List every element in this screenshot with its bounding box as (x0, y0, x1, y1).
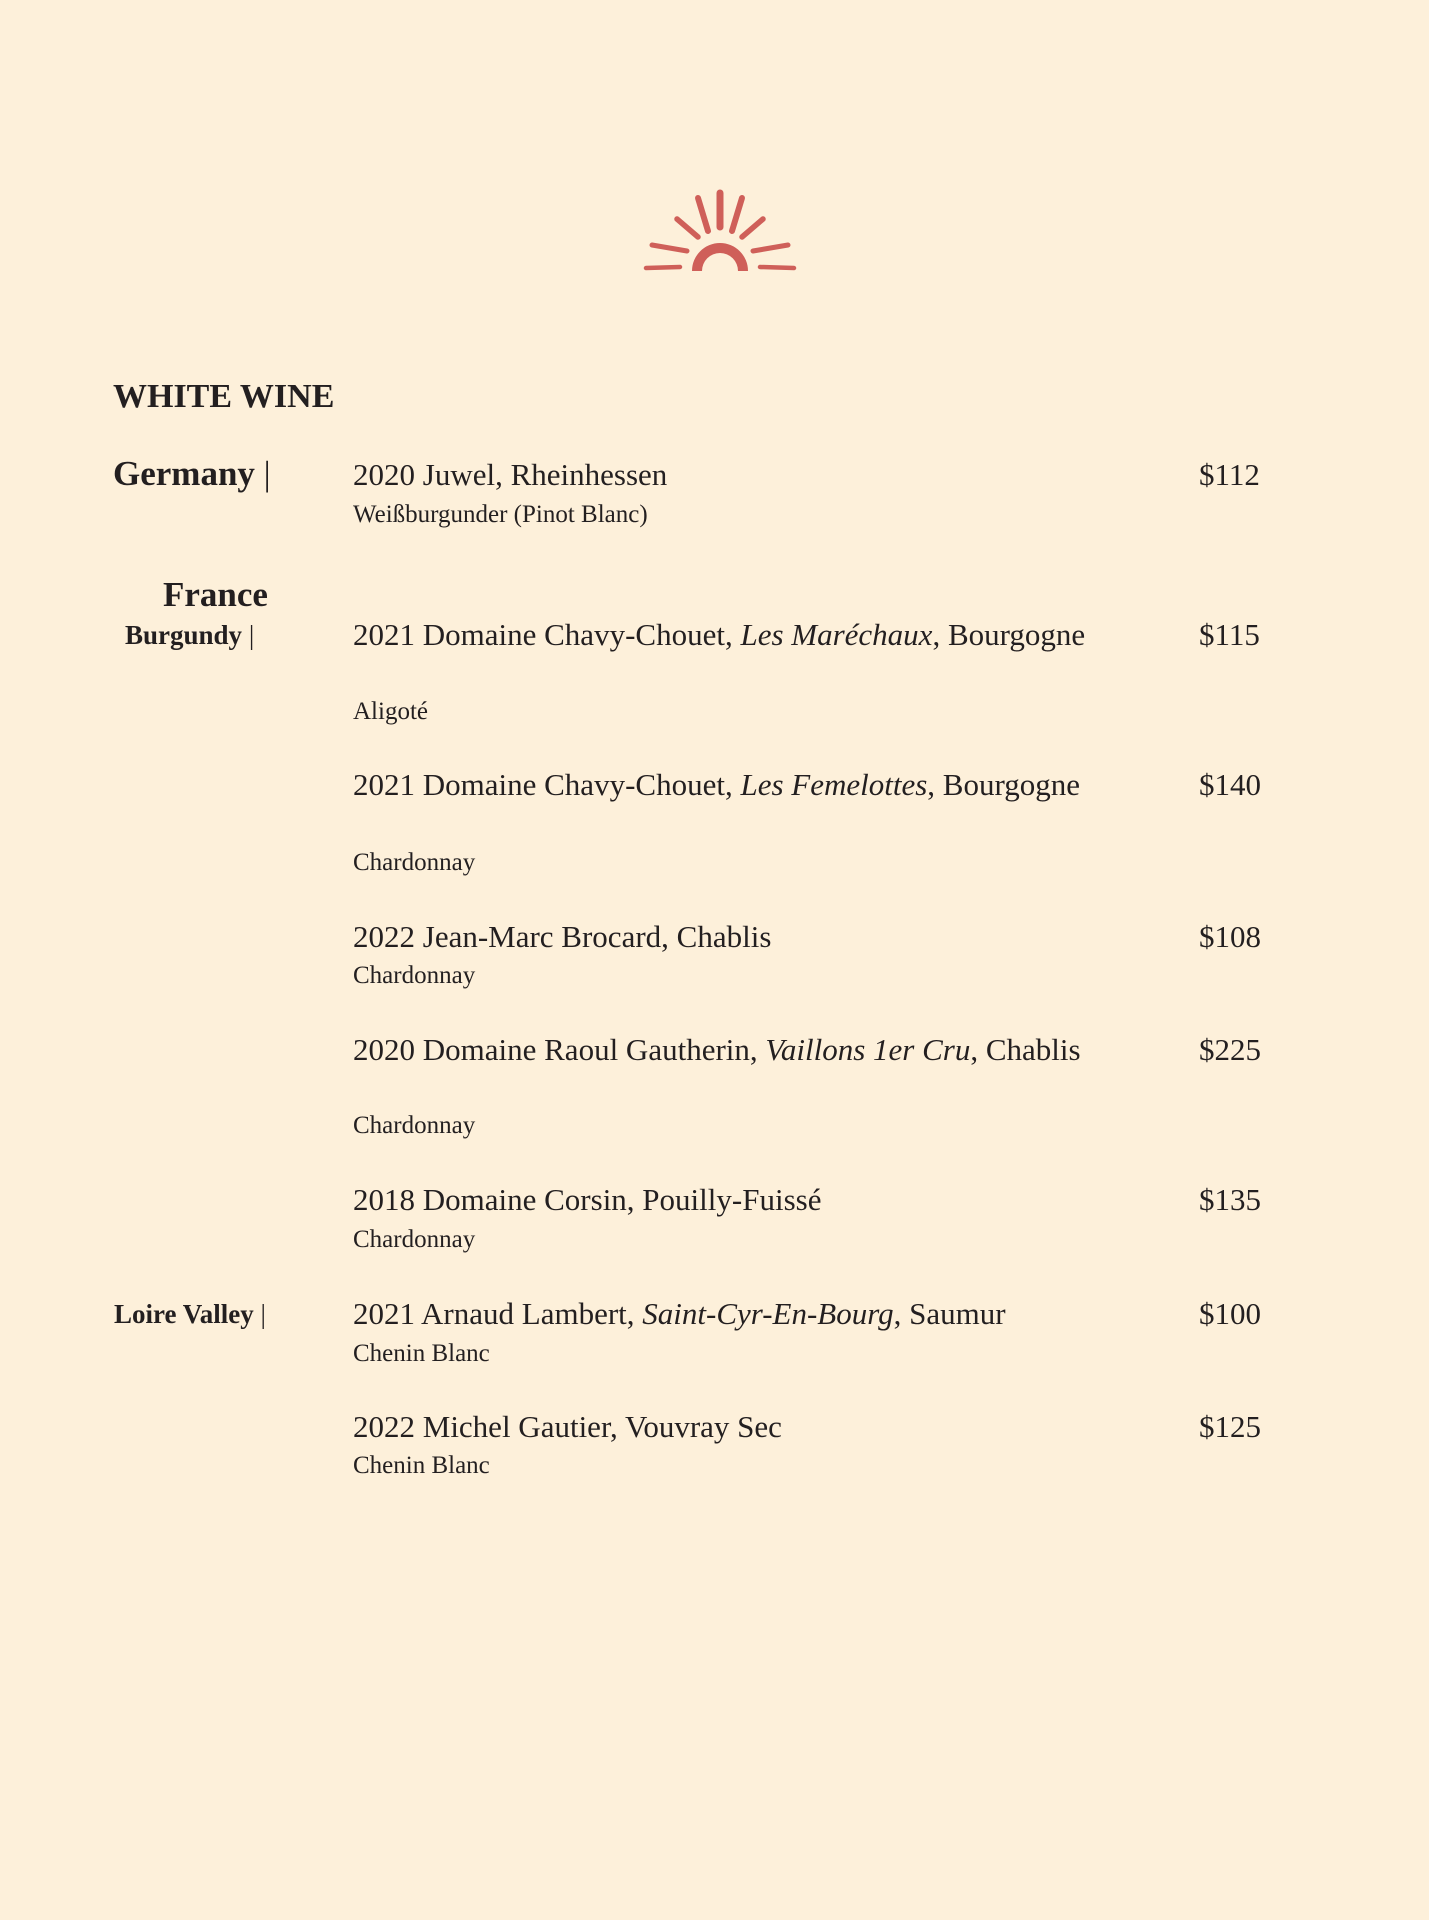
wine-name: 2018 Domaine Corsin, Pouilly-Fuissé (353, 1182, 822, 1217)
wine-name: 2021 Arnaud Lambert, Saint-Cyr-En-Bourg, Saumur (353, 1296, 1006, 1331)
wine-price: $112 (1199, 457, 1260, 492)
wine-price: $140 (1199, 767, 1261, 802)
wine-name: 2020 Domaine Raoul Gautherin, Vaillons 1er Cru, Chablis (353, 1032, 1081, 1067)
wine-price: $125 (1199, 1409, 1261, 1444)
grape-variety: Weißburgunder (Pinot Blanc) (353, 501, 648, 528)
region-loire-valley: Loire Valley | (114, 1299, 266, 1329)
grape-variety: Chardonnay (353, 849, 476, 876)
wine-name: 2021 Domaine Chavy-Chouet, Les Femelottes, Bourgogne (353, 767, 1080, 802)
sunrise-icon (640, 185, 800, 285)
wine-name: 2020 Juwel, Rheinhessen (353, 457, 668, 492)
wine-price: $135 (1199, 1182, 1261, 1217)
section-title: WHITE WINE (113, 378, 335, 415)
wine-name: 2021 Domaine Chavy-Chouet, Les Maréchaux, Bourgogne (353, 617, 1086, 652)
grape-variety: Chenin Blanc (353, 1452, 490, 1479)
grape-variety: Chenin Blanc (353, 1340, 490, 1367)
wine-price: $100 (1199, 1296, 1261, 1331)
country-france: France (163, 575, 268, 614)
grape-variety: Chardonnay (353, 962, 476, 989)
wine-price: $108 (1199, 919, 1261, 954)
wine-name: 2022 Jean-Marc Brocard, Chablis (353, 919, 772, 954)
wine-price: $225 (1199, 1032, 1261, 1067)
grape-variety: Aligoté (353, 698, 428, 725)
wine-name: 2022 Michel Gautier, Vouvray Sec (353, 1409, 782, 1444)
region-burgundy: Burgundy | (125, 620, 255, 650)
grape-variety: Chardonnay (353, 1226, 476, 1253)
grape-variety: Chardonnay (353, 1112, 476, 1139)
country-germany: Germany | (113, 454, 271, 493)
wine-price: $115 (1199, 617, 1260, 652)
